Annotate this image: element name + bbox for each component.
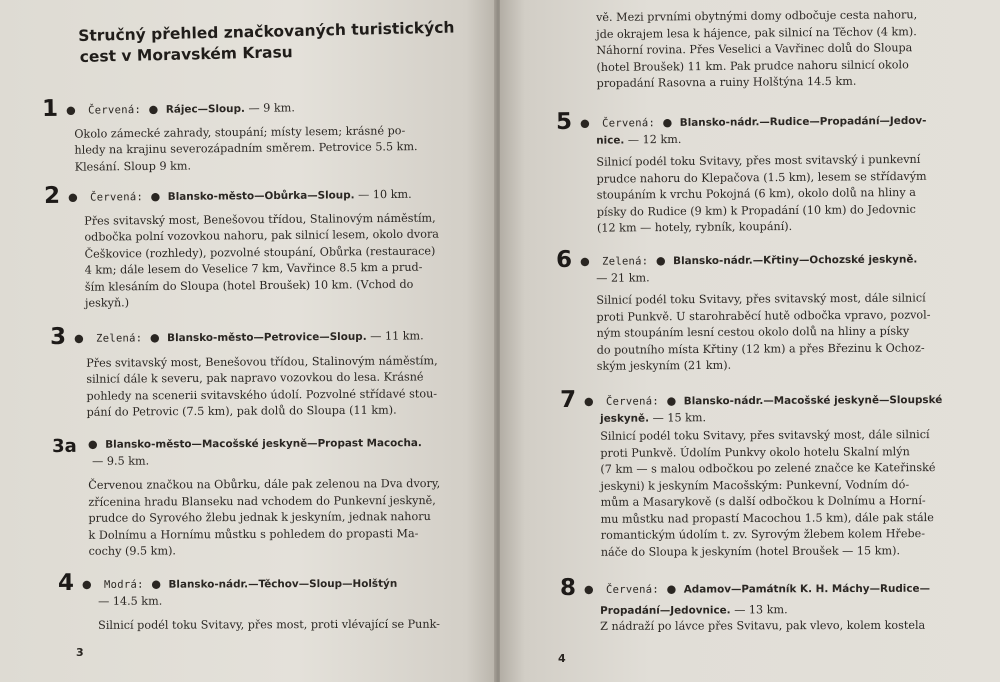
text-line: Silnicí podél toku Svitavy, přes most svitavský i punkevní — [596, 152, 921, 169]
text-line: Přes svitavský most, Benešovou třídou, Stalinovým náměstím, — [84, 211, 436, 228]
trail-color: Červená: — [90, 191, 144, 204]
trail-number: 3a — [51, 435, 77, 457]
trail-number: 1 — [41, 95, 59, 122]
text-line: pohledy na scenerii svitavského údolí. Pozvolné střídavé stou- — [86, 386, 438, 403]
text-line: Silnicí podél toku Svitavy, přes most, proti vlévající se Punk- — [98, 617, 440, 632]
trail-distance: — 21 km. — [596, 270, 650, 285]
trail-route: Blansko-nádr.—Rudice—Propadání—Jedov- — [679, 114, 927, 129]
text-line: hledy na krajinu severozápadním směrem. Petrovice 5.5 km. — [74, 140, 418, 157]
text-line: pání do Petrovic (7.5 km), pak dolů do Sloupa (11 km). — [86, 403, 397, 419]
trail-distance: — 10 km. — [358, 187, 412, 202]
continuation-text — [596, 7, 918, 92]
text-line: romantickým údolím t. zv. Syrovým žlebem kolem Hřebe- — [600, 527, 926, 542]
trail-route-cont: nice. — [596, 133, 625, 147]
trail-route: Adamov—Památník K. H. Máchy—Rudice— — [683, 582, 930, 596]
trail-route: Blansko-nádr.—Macošské jeskyně—Sloupské — [683, 393, 943, 408]
bullet-icon: ● — [662, 115, 673, 130]
bullet-icon: ● — [580, 116, 590, 130]
trail-number: 6 — [555, 246, 573, 273]
trail-distance: — 15 km. — [652, 410, 707, 425]
bullet-icon: ● — [584, 394, 594, 408]
trail-route: Blansko-nádr.—Těchov—Sloup—Holštýn — [168, 577, 398, 591]
bullet-icon: ● — [88, 437, 98, 451]
trail-entry-4 — [57, 569, 496, 634]
trail-distance: — 13 km. — [734, 602, 788, 616]
bullet-icon: ● — [74, 331, 84, 345]
trail-description — [556, 290, 997, 376]
trail-description — [556, 151, 997, 237]
text-line: náče do Sloupa k jeskyním (hotel Broušek — 15 km). — [600, 543, 901, 559]
bullet-icon: ● — [151, 577, 161, 591]
text-line: Z nádraží po lávce přes Svitavu, pak vlevo, kolem kostela — [600, 618, 926, 633]
bullet-icon: ● — [149, 331, 160, 345]
text-line: prudce nahoru do Klepačova (1.5 km), lesem se střídavým — [596, 169, 927, 186]
trail-description — [560, 427, 1000, 561]
text-line: (7 km — s malou odbočkou po zelené značce ke Kateřinské — [600, 461, 936, 476]
trail-description — [560, 617, 1000, 635]
text-line: odbočka polní vozovkou nahoru, pak silnicí lesem, okolo dvora — [84, 227, 439, 244]
bullet-icon: ● — [666, 582, 677, 596]
text-line: propadání Rasovna a ruiny Holštýna 14.5 km. — [596, 74, 857, 90]
text-line: Klesání. Sloup 9 km. — [74, 158, 192, 174]
text-line: (hotel Broušek) 11 km. Pak prudce nahoru silnicí okolo — [596, 57, 909, 74]
heading-line: cest v Moravském Krasu — [79, 43, 293, 66]
trail-entry-5 — [555, 108, 997, 237]
text-line: silnicí dále k severu, pak napravo vozovkou do lesa. Krásné — [86, 370, 424, 386]
bullet-icon: ● — [148, 102, 159, 116]
text-line: Silnicí podél toku Svitavy, přes svitavský most, dále silnicí — [600, 428, 930, 443]
trail-entry-8 — [559, 574, 1000, 635]
text-line: proti Punkvě. U starohraběcí hutě odbočka vpravo, pozvol- — [596, 307, 931, 324]
text-line: Náhorní rovina. Přes Veselici a Vavřinec dolů do Sloupa — [596, 41, 913, 57]
trail-entry-3a — [52, 435, 493, 561]
trail-color: Červená: — [606, 583, 660, 596]
text-line: ším klesáním do Sloupa (hotel Broušek) 10 km. (Vchod do — [84, 277, 414, 294]
right-page — [500, 0, 1000, 682]
text-line: jde okrajem lesa k hájence, pak silnicí na Těchov (4 km). — [596, 24, 917, 41]
text-line: prudce do Syrového žlebu jednak k jeskyním, jednak nahoru — [88, 510, 431, 525]
bullet-icon: ● — [68, 190, 78, 204]
trail-color: Modrá: — [104, 578, 144, 591]
trail-description — [42, 122, 482, 176]
bullet-icon: ● — [66, 103, 76, 117]
trail-description — [58, 616, 496, 634]
text-line: písky do Rudice (9 km) k Propadání (10 km) do Jedovnic — [596, 202, 916, 219]
trail-distance: — 12 km. — [627, 132, 682, 146]
bullet-icon: ● — [666, 394, 677, 408]
text-line: (12 km — hotely, rybník, koupání). — [596, 219, 793, 235]
trail-entry-1 — [41, 95, 483, 176]
text-line: cochy (9.5 km). — [88, 544, 177, 558]
text-line: do poutního místa Křtiny (12 km) a přes Březinu k Ochoz- — [596, 340, 925, 357]
text-line: Češkovice (rozhledy), pozvolné stoupání, Obůrka (restaurace) — [84, 244, 436, 261]
trail-description — [52, 476, 492, 561]
trail-number: 2 — [43, 182, 61, 209]
text-line: ným stoupáním lesní cestou okolo dolů na hliny a písky — [596, 324, 910, 340]
text-line: jeskyni) k jeskyním Macošským: Punkevní, Vodním dó- — [600, 477, 910, 493]
trail-entry-3 — [49, 323, 491, 422]
trail-entry-6 — [555, 246, 997, 376]
trail-description — [50, 352, 490, 421]
bullet-icon: ● — [584, 582, 594, 596]
text-line: Červenou značkou na Obůrku, dále pak zelenou na Dva dvory, — [88, 476, 441, 492]
trail-route: Blansko-město—Petrovice—Sloup. — [167, 330, 367, 345]
text-line: k Dolnímu a Hornímu můstku s pohledem do propasti Ma- — [88, 526, 419, 542]
bullet-icon: ● — [150, 189, 161, 204]
trail-entry-7 — [559, 386, 1000, 561]
trail-route-cont: Propadání—Jedovnice. — [600, 603, 731, 617]
trail-number: 4 — [57, 569, 75, 596]
trail-route: Blansko-město—Obůrka—Sloup. — [167, 189, 355, 203]
trail-route: Blansko-nádr.—Křtiny—Ochozské jeskyně. — [673, 253, 918, 268]
bullet-icon: ● — [82, 577, 92, 591]
text-line: vě. Mezi prvními obytnými domy odbočuje cesta nahoru, — [596, 8, 918, 24]
trail-color: Zelená: — [96, 332, 143, 345]
trail-color: Zelená: — [602, 255, 649, 268]
trail-route: Blansko-město—Macošské jeskyně—Propast Macocha. — [105, 437, 422, 451]
page-number: 4 — [558, 652, 566, 665]
page-number: 3 — [76, 646, 84, 659]
trail-color: Červená: — [606, 395, 660, 408]
text-line: Přes svitavský most, Benešovou třídou, Stalinovým náměstím, — [86, 353, 438, 370]
page-heading — [78, 17, 455, 68]
trail-number: 8 — [559, 574, 577, 601]
trail-color: Červená: — [602, 117, 656, 130]
trail-distance: — 14.5 km. — [98, 594, 163, 608]
trail-number: 3 — [49, 323, 67, 350]
trail-distance: — 9.5 km. — [92, 453, 150, 468]
bullet-icon: ● — [655, 254, 666, 268]
text-line: stoupáním k vrchu Pokojná (6 km), okolo dolů na hliny a — [596, 185, 916, 202]
bullet-icon: ● — [580, 254, 590, 268]
trail-number: 5 — [555, 108, 573, 135]
text-line: mům a Masarykově (s další odbočkou k Dolnímu a Horní- — [600, 494, 926, 509]
left-page — [0, 0, 496, 682]
trail-route-cont: jeskyně. — [600, 412, 650, 425]
text-line: proti Punkvě. Údolím Punkvy okolo hotelu Skalní mlýn — [600, 444, 910, 460]
text-line: mu můstku nad propastí Macochou 1.5 km), dále pak stále — [600, 510, 934, 526]
trail-entry-2 — [43, 182, 485, 312]
text-line: ským jeskyním (21 km). — [596, 358, 732, 373]
text-line: jeskyň.) — [84, 296, 130, 310]
trail-distance: — 9 km. — [248, 101, 295, 115]
heading-line: Stručný přehled značkovaných turistických — [78, 18, 455, 45]
trail-number: 7 — [559, 386, 577, 413]
trail-distance: — 11 km. — [370, 329, 424, 343]
text-line: zřícenina hradu Blanseku nad vchodem do Punkevní jeskyně, — [88, 493, 436, 509]
trail-route: Rájec—Sloup. — [165, 102, 245, 116]
text-line: 4 km; dále lesem do Veselice 7 km, Vavřince 8.5 km a prud- — [84, 260, 423, 277]
trail-color: Červená: — [88, 103, 142, 117]
text-line: Silnicí podél toku Svitavy, přes svitavský most, dále silnicí — [596, 291, 926, 307]
text-line: Okolo zámecké zahrady, stoupání; místy lesem; krásné po- — [74, 123, 406, 141]
trail-description — [44, 210, 485, 313]
